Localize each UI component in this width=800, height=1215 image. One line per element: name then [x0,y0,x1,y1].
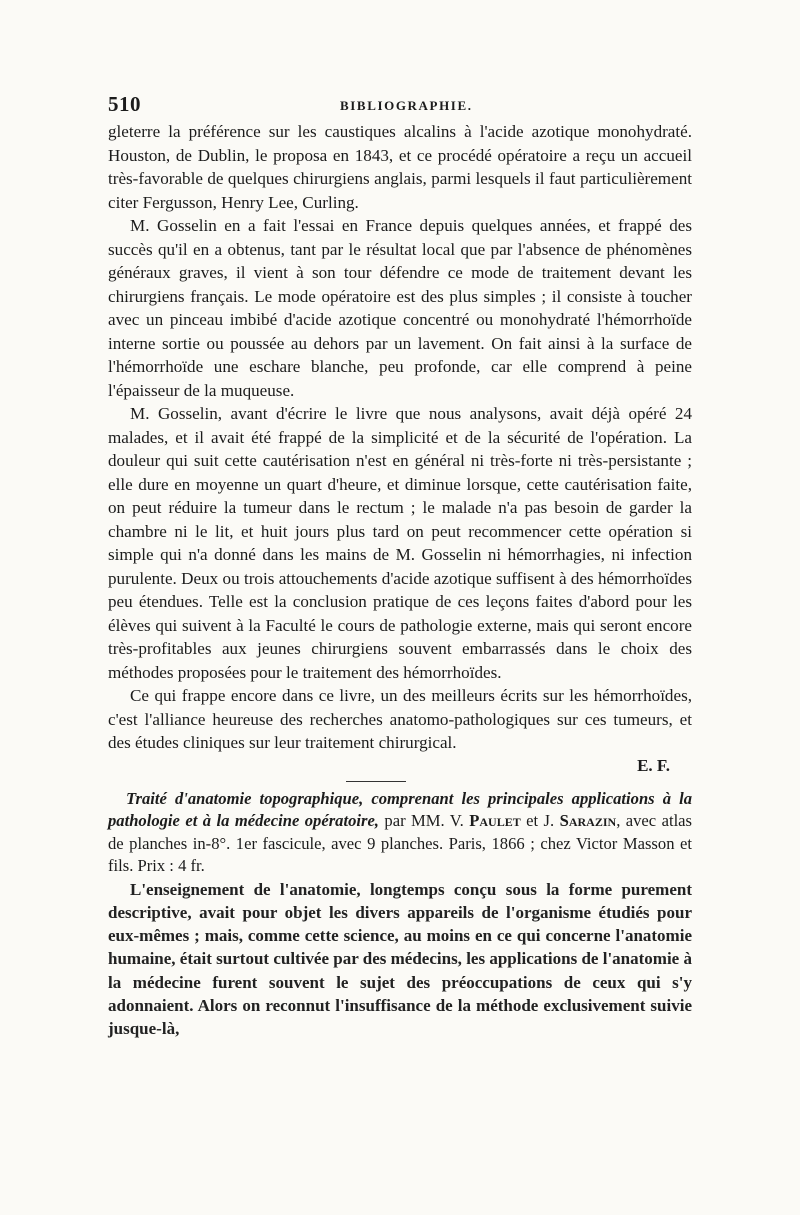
author-name: Sarazin [559,811,617,830]
document-page [108,92,692,1041]
section-separator [346,781,406,782]
paragraph: L'enseignement de l'anatomie, longtemps conçu sous la forme purement descriptive, avait pour objet les divers appareils de l'organisme étudiés pour eux-mêmes ; mais, comme cette science, au moins en ce qui concerne l'anatomie humaine, était surtout cultivée par des médecins, les applications de l'anatomie à la médecine furent souvent le sujet des préoccupations de ceux qui s'y adonnaient. Alors on reconnut l'insuffisance de la méthode exclusivement suivie jusque-là, [108,879,692,1039]
author-name: Paulet [469,811,521,830]
book-details: , avec atlas de planches in-8°. 1er fascicule, avec 9 planches. Paris, 1866 ; chez Victor Masson et fils. Prix : 4 fr. [108,811,693,875]
running-head: BIBLIOGRAPHIE. [340,98,473,113]
book-title: Traité d'anatomie topographique, comprenant les principales applications à la pathologie et à la médecine opératoire, [108,788,692,830]
review-heading [108,788,692,878]
paragraph: M. Gosselin en a fait l'essai en France depuis quelques années, et frappé des succès qu'il en a obtenus, tant par le résultat local que par l'absence de phénomènes généraux graves, il vient à son tour défendre ce mode de traitement devant les chirurgiens français. Le mode opératoire est des plus simples ; il consiste à toucher avec un pinceau imbibé d'acide azotique concentré ou monohydraté l'hémorrhoïde interne sortie ou poussée au dehors par un lavement. On fait ainsi à la surface de l'hémorrhoïde une eschare blanche, peu profonde, car elle comprend à peine l'épaisseur de la muqueuse. [108,216,692,400]
paragraph: M. Gosselin, avant d'écrire le livre que nous analysons, avait déjà opéré 24 malades, et il avait été frappé de la simplicité et de la sécurité de l'opération. La douleur qui suit cette cautérisation n'est en général ni très-forte ni très-persistante ; elle dure en moyenne un quart d'heure, et diminue lorsque, cette cautérisation faite, on peut réduire la tumeur dans le rectum ; le malade n'a pas besoin de garder la chambre ni le lit, et huit jours plus tard on peut recommencer cette opération si simple qui n'a donné dans les mains de M. Gosselin ni hémorrhagies, ni infection purulente. Deux ou trois attouchements d'acide azotique suffisent à des hémorrhoïdes peu étendues. Telle est la conclusion pratique de ces leçons faites d'abord pour les élèves qui suivent à la Faculté le cours de pathologie externe, mais qui seront encore très-profitables aux jeunes chirurgiens souvent embarrassés dans le choix des méthodes proposées pour le traitement des hémorrhoïdes. [108,404,692,682]
page-number: 510 [108,92,141,116]
body-text [108,120,692,777]
paragraph: Ce qui frappe encore dans ce livre, un des meilleurs écrits sur les hémorrhoïdes, c'est l'alliance heureuse des recherches anatomo-pathologiques sur ces tumeurs, et des études cliniques sur leur traitement chirurgical. [108,686,692,752]
signature: E. F. [637,755,670,775]
authors-prefix: par MM. V. [378,811,470,830]
page-header [108,92,692,118]
review-body [108,878,692,1041]
authors-join: et J. [520,811,560,830]
paragraph: gleterre la préférence sur les caustiques alcalins à l'acide azotique monohydraté. Houston, de Dublin, le proposa en 1843, et ce procédé opératoire a reçu un accueil très-favorable de quelques chirurgiens anglais, parmi lesquels il faut particulièrement citer Fergusson, Henry Lee, Curling. [108,122,692,212]
